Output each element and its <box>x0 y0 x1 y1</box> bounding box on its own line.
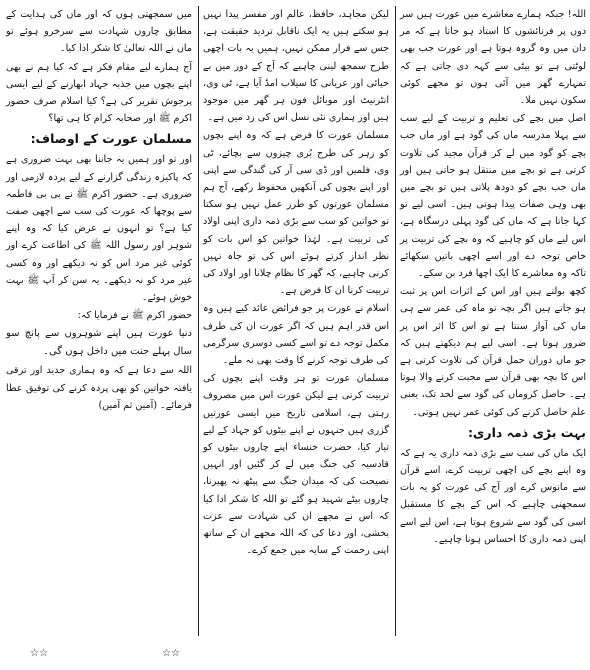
paragraph: آج ہمارے لیے مقام فکر ہے کہ کیا ہم نے بھی اپنے بچوں میں جذبہ جہاد ابھارنے کے لیے ایسی پرجوش تقریر کی ہے؟ کیا اسلام صرف حضور اکرم ﷺ اور صحابہ کرام کا ہی تھا؟ <box>6 61 192 125</box>
right-column <box>400 6 586 549</box>
left-column <box>6 6 192 415</box>
paragraph: اللہ! جبکہ ہمارے معاشرے میں عورت ہیں سر دوں پر فرنائشوں کا استاد ہو جاتا ہے کہ مر دان میں وہ گروہ ہوتا ہے اور عورت جب بھی لوٹتی ہے تو بیٹی سے کہہ دی جاتی ہے کہ تمہارے گھر میں آئی ہوں تو مجھے کوئی سکون نہیں ملا۔ <box>400 9 586 107</box>
section-heading: بہت بڑی ذمہ داری: <box>467 424 586 440</box>
paragraph: کچھ بولنے ہیں اور اس کے اثرات اس پر ثبت ہو جاتے ہیں اگر بچہ نو ماہ کی عمر سے ہی ماں کی آواز سنتا ہے تو اس کا اثر اس پر ضرور ہوتا ہے۔ اسی لیے ہم دیکھتے ہیں کہ جو ماں دوران حمل قرآن کی تلاوت کرتی ہے اس کا بچہ بھی قرآن سے محبت کرنے والا ہوتا ہے۔ حاصل کروماں کی گود سے لحد تک، یعنی علم حاصل کرنے کی کوئی عمر نہیں ہوتی۔ <box>400 286 586 418</box>
column-divider <box>395 6 396 636</box>
paragraph: مسلمان عورت کا فرض ہے کہ وہ اپنے بچوں کو زہر کی طرح بُری چیزوں سے بچائے، ٹی وی، فلمیں اور ڈی سی آر کی گندگی سے اپنی اور اپنے بچوں کی آنکھیں محفوظ رکھے، آج ہم مسلمان عورتوں کو طرز عمل نہیں ہو سکتا تو خواتین کو سب سے بڑی ذمہ داری اپنی اولاد کی تربیت ہے۔ لہٰذا خواتین کو اس بات کو نظر انداز کرتے ہوئے اس کی تو جاہ نہیں کرنی چاہیے، کہ گھر کا نظام چلانا اور اولاد کی تربیت کرنا ان کا فرض ہے۔ <box>203 130 389 297</box>
closing-prayer: اللہ سے دعا ہے کہ وہ ہماری جدید اور ترقی یافتہ خواتین کو بھی پردہ کرنے کی توفیق عطا فرمائے۔ (آمین ثم آمین) <box>6 365 192 411</box>
column-divider <box>198 6 199 636</box>
section-heading: مسلمان عورت کے اوصاف: <box>30 131 192 147</box>
star-ornament: ☆☆ <box>162 648 180 659</box>
hadith-quote: دنیا عورت ہیں اپنے شوہروں سے پانچ سو سال پہلے جنت میں داخل ہوں گی۔ <box>6 328 192 358</box>
middle-column <box>203 6 389 561</box>
footer-stars <box>30 648 180 659</box>
paragraph: میں سمجھتی ہوں کہ اور ماں کی ہدایت کے مطابق چاروں شہادت سے سرخرو ہوئے تو ماں نے اللہ تعالیٰ کا شکر ادا کیا۔ <box>6 9 192 55</box>
paragraph: اور تو اور ہمیں یہ جاننا بھی بہت ضروری ہے کہ پاکیزہ زندگی گزارنے کے لیے پردہ لازمی اور ضروری ہے۔ حضور اکرم ﷺ نے بی بی فاطمہ سے پوچھا کہ عورت کی سب سے اچھی صفت کیا ہے؟ تو انہوں نے عرض کیا کہ وہ اپنے شوہر اور رسول اللہ ﷺ کی اطاعت کرے اور کوئی غیر مرد اس کو نہ دیکھے اور وہ کسی غیر مرد کو نہ دیکھے۔ یہ سن کر آپ ﷺ بہت خوش ہوئے۔ <box>6 154 192 304</box>
paragraph: مسلمان عورت تو ہر وقت اپنے بچوں کی تربیت کرتی ہے لیکن عورت اس میں مصروف رہتی ہے، اسلامی تاریخ میں ایسی عورتیں گزری ہیں جنہوں نے اپنے بیٹوں کو جہاد کے لیے تیار کیا، حضرت خنساء اپنے چاروں بیٹوں کو قادسیہ کی جنگ میں لے کر گئیں اور انہیں نصیحت کی کہ میدان جنگ سے پیٹھ نہ پھیرنا، چاروں بیٹے شہید ہو گئے تو اللہ کا شکر ادا کیا کہ اس نے مجھے ان کی شہادت سے عزت بخشی، اور دعا کی کہ اللہ مجھے ان کے ساتھ اپنی رحمت کے سایہ میں جمع کرے۔ <box>203 373 389 557</box>
paragraph: اسلام نے عورت پر جو فرائض عائد کیے ہیں وہ اس قدر اہم ہیں کہ اگر عورت ان کی طرف مکمل توجہ دے تو اسے کسی دوسری سرگرمی کی طرف توجہ کرنے کا وقت بھی نہ ملے۔ <box>203 303 389 367</box>
paragraph: حضور اکرم ﷺ نے فرمایا کہ: <box>77 310 192 322</box>
star-ornament: ☆☆ <box>30 648 48 659</box>
paragraph: ایک ماں کی سب سے بڑی ذمہ داری یہ ہے کہ وہ اپنے بچے کی اچھی تربیت کرے، اسے قرآن سے مانوس کرے اور آج کی عورت کو یہ بات سمجھنی چاہیے کہ اس کے بچے کا مستقبل اسی کی گود سے شروع ہوتا ہے، اس لیے اسے اپنی ذمہ داری کا احساس ہونا چاہیے۔ <box>400 447 586 545</box>
paragraph: لیکن مجاہد، حافظ، عالم اور مفسر پیدا نہیں ہو سکتے ہیں یہ ایک ناقابل تردید حقیقت ہے، جس سے فرار ممکن نہیں، ہمیں یہ بات اچھی طرح سمجھ لینی چاہیے کہ آج کے دور میں بے حیائی اور عریانی کا سیلاب امڈ آیا ہے، ٹی وی، انٹرنیٹ اور موبائل فون ہر گھر میں موجود ہیں اور ہماری نئی نسل اس کی زد میں ہے۔ <box>203 9 389 124</box>
paragraph: اصل میں بچے کی تعلیم و تربیت کے لیے سب سے پہلا مدرسہ ماں کی گود ہے اور ماں جب بچے کو گود میں لے کر قرآن مجید کی تلاوت کرتی ہے تو بچے میں منتقل ہو جاتی ہیں اور ماں جب بچے کو دودھ پلاتی ہیں تو بچے میں بھی وہی صفات پیدا ہوتی ہیں۔ اسی لیے تو کہا جاتا ہے کہ ماں کی گود پہلی درسگاہ ہے، اس لیے ماں کو چاہیے کہ وہ بچے کی تربیت پر خاص توجہ دے اور اسے اچھی باتیں سکھائے تاکہ وہ معاشرے کا ایک اچھا فرد بن سکے۔ <box>400 113 586 280</box>
